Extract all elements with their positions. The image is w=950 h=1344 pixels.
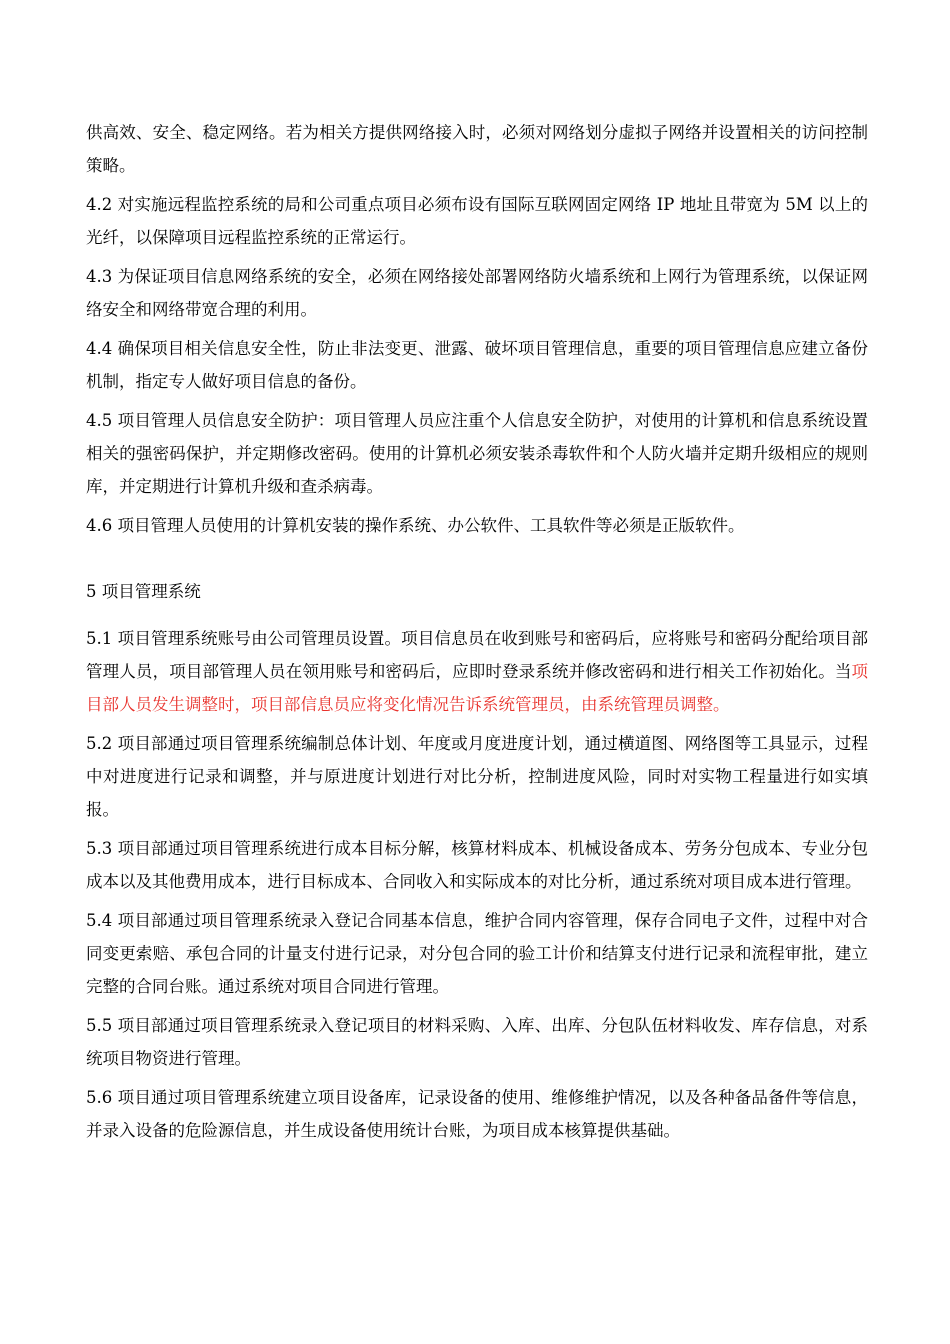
paragraph-4-3: 4.3 为保证项目信息网络系统的安全，必须在网络接处部署网络防火墙系统和上网行为管理系统，以保证网络安全和网络带宽合理的利用。 (86, 267, 868, 319)
paragraph-5-1-highlight: 项目部人员发生调整时，项目部信息员应将变化情况告诉系统管理员，由系统管理员调整。 (86, 662, 868, 714)
paragraph-4-6: 4.6 项目管理人员使用的计算机安装的操作系统、办公软件、工具软件等必须是正版软件。 (86, 516, 745, 535)
paragraph-5-2: 5.2 项目部通过项目管理系统编制总体计划、年度或月度进度计划，通过横道图、网络图等工具显示，过程中对进度进行记录和调整，并与原进度计划进行对比分析，控制进度风险，同时对实物工程量进行如实填报。 (86, 734, 868, 819)
paragraph-4-4: 4.4 确保项目相关信息安全性，防止非法变更、泄露、破坏项目管理信息，重要的项目管理信息应建立备份机制，指定专人做好项目信息的备份。 (86, 339, 868, 391)
document-page (86, 116, 868, 1153)
paragraph-5-4: 5.4 项目部通过项目管理系统录入登记合同基本信息，维护合同内容管理，保存合同电子文件，过程中对合同变更索赔、承包合同的计量支付进行记录，对分包合同的验工计价和结算支付进行记录和流程审批，建立完整的合同台账。通过系统对项目合同进行管理。 (86, 911, 868, 996)
paragraph-5-1 (86, 622, 868, 721)
paragraph-5-6: 5.6 项目通过项目管理系统建立项目设备库，记录设备的使用、维修维护情况，以及各种备品备件等信息，并录入设备的危险源信息，并生成设备使用统计台账，为项目成本核算提供基础。 (86, 1088, 868, 1140)
paragraph-4-1-continued: 供高效、安全、稳定网络。若为相关方提供网络接入时，必须对网络划分虚拟子网络并设置相关的访问控制策略。 (86, 123, 868, 175)
paragraph-5-5: 5.5 项目部通过项目管理系统录入登记项目的材料采购、入库、出库、分包队伍材料收发、库存信息，对系统项目物资进行管理。 (86, 1016, 868, 1068)
paragraph-5-3: 5.3 项目部通过项目管理系统进行成本目标分解，核算材料成本、机械设备成本、劳务分包成本、专业分包成本以及其他费用成本，进行目标成本、合同收入和实际成本的对比分析，通过系统对项目成本进行管理。 (86, 839, 868, 891)
paragraph-4-2: 4.2 对实施远程监控系统的局和公司重点项目必须布设有国际互联网固定网络 IP 地址且带宽为 5M 以上的光纤，以保障项目远程监控系统的正常运行。 (86, 195, 868, 247)
section-heading-5: 5 项目管理系统 (86, 582, 201, 601)
paragraph-4-5: 4.5 项目管理人员信息安全防护：项目管理人员应注重个人信息安全防护，对使用的计算机和信息系统设置相关的强密码保护，并定期修改密码。使用的计算机必须安装杀毒软件和个人防火墙并定期升级相应的规则库，并定期进行计算机升级和查杀病毒。 (86, 411, 868, 496)
paragraph-5-1-text: 5.1 项目管理系统账号由公司管理员设置。项目信息员在收到账号和密码后，应将账号和密码分配给项目部管理人员，项目部管理人员在领用账号和密码后，应即时登录系统并修改密码和进行相关工作初始化。当 (86, 629, 868, 681)
